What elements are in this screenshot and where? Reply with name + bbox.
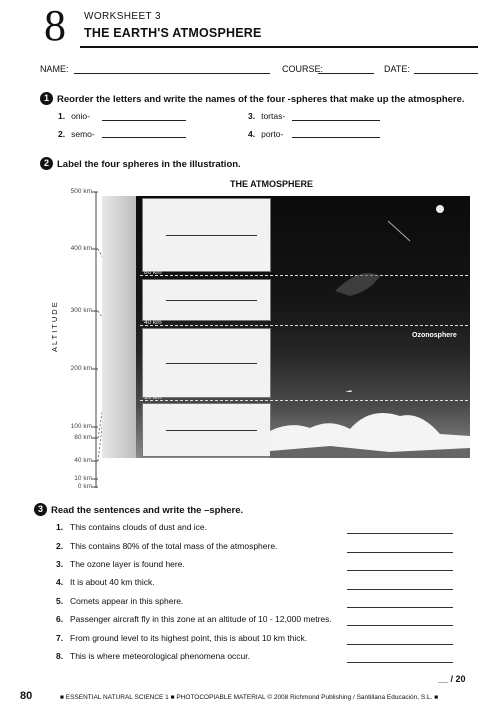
q1-item-number: 4. <box>248 129 256 139</box>
question-3-number: 3 <box>34 503 47 516</box>
q1-item-2 <box>58 129 95 139</box>
page-number: 80 <box>20 690 33 702</box>
q3-sentence-3 <box>56 559 185 569</box>
q1-item-text: onio- <box>71 111 90 121</box>
sentence-number: 5. <box>56 596 64 606</box>
q3-answer-5[interactable] <box>347 607 453 608</box>
label-box-1[interactable] <box>142 198 271 272</box>
header-rule <box>80 46 478 48</box>
tick-200: 200 km <box>70 365 92 372</box>
tick-100: 100 km <box>70 423 92 430</box>
q1-answer-1[interactable] <box>102 120 186 121</box>
sentence-number: 6. <box>56 614 64 624</box>
tick-40: 40 km <box>74 457 92 464</box>
label-box-4[interactable] <box>142 403 271 457</box>
boundary-label-40km: 40 km <box>144 319 162 326</box>
unit-number: 8 <box>44 1 66 50</box>
q1-item-number: 3. <box>248 111 256 121</box>
sentence-text: Comets appear in this sphere. <box>70 596 184 606</box>
q3-answer-3[interactable] <box>347 570 453 571</box>
q3-sentence-5 <box>56 596 183 606</box>
q1-answer-3[interactable] <box>292 120 380 121</box>
worksheet-title: THE EARTH'S ATMOSPHERE <box>84 26 262 40</box>
question-2-number: 2 <box>40 157 53 170</box>
sentence-text: This is where meteorological phenomena occur. <box>70 651 251 661</box>
q3-sentence-1 <box>56 522 207 532</box>
q3-answer-2[interactable] <box>347 552 453 553</box>
altitude-axis-label: ALTITUDE <box>50 300 59 352</box>
score: __ / 20 <box>438 674 466 684</box>
sentence-text: It is about 40 km thick. <box>70 577 155 587</box>
label-box-3[interactable] <box>142 328 271 398</box>
q3-sentence-2 <box>56 541 277 551</box>
q1-item-text: tortas- <box>261 111 286 121</box>
sentence-number: 4. <box>56 577 64 587</box>
q3-answer-8[interactable] <box>347 662 453 663</box>
question-1-instruction: Reorder the letters and write the names of the four -spheres that make up the atmosphere. <box>57 94 465 105</box>
q1-answer-2[interactable] <box>102 137 186 138</box>
aurora-icon <box>335 273 380 296</box>
sentence-text: From ground level to its highest point, this is about 10 km thick. <box>70 633 308 643</box>
q1-item-text: semo- <box>71 129 95 139</box>
question-3-instruction: Read the sentences and write the –sphere. <box>51 505 244 516</box>
tick-300: 300 km <box>70 307 92 314</box>
question-1-number: 1 <box>40 92 53 105</box>
q1-item-3 <box>248 111 285 121</box>
sentence-number: 2. <box>56 541 64 551</box>
q1-item-text: porto- <box>261 129 284 139</box>
q1-item-number: 1. <box>58 111 66 121</box>
course-label: COURSE: <box>282 64 324 74</box>
q3-sentence-8 <box>56 651 250 661</box>
sentence-number: 3. <box>56 559 64 569</box>
comet-icon <box>388 221 410 241</box>
tick-0: 0 km <box>77 483 92 490</box>
name-field[interactable] <box>74 73 270 74</box>
q3-answer-6[interactable] <box>347 625 453 626</box>
moon-icon <box>436 205 444 213</box>
sentence-text: The ozone layer is found here. <box>70 559 185 569</box>
q1-item-number: 2. <box>58 129 66 139</box>
q1-item-4 <box>248 129 283 139</box>
boundary-label-10km: 10 km <box>144 394 162 401</box>
aircraft-icon <box>345 390 352 392</box>
course-field[interactable] <box>318 73 374 74</box>
sentence-text: Passenger aircraft fly in this zone at an altitude of 10 - 12,000 metres. <box>70 614 332 624</box>
q3-answer-4[interactable] <box>347 589 453 590</box>
q1-item-1 <box>58 111 90 121</box>
sky-scenery <box>270 196 470 458</box>
tick-10: 10 km <box>74 475 92 482</box>
ozonosphere-label: Ozonosphere <box>412 332 457 339</box>
sentence-text: This contains clouds of dust and ice. <box>70 522 208 532</box>
q3-sentence-7 <box>56 633 307 643</box>
sentence-text: This contains 80% of the total mass of the atmosphere. <box>70 541 278 551</box>
q3-answer-7[interactable] <box>347 644 453 645</box>
name-label: NAME: <box>40 64 69 74</box>
date-label: DATE: <box>384 64 410 74</box>
boundary-label-80km: 80 km <box>144 269 162 276</box>
date-field[interactable] <box>414 73 478 74</box>
tick-80: 80 km <box>74 434 92 441</box>
worksheet-label: WORKSHEET 3 <box>84 11 162 22</box>
label-box-2[interactable] <box>142 279 271 321</box>
tick-500: 500 km <box>70 188 92 195</box>
q1-answer-4[interactable] <box>292 137 380 138</box>
footer-copyright: ■ ESSENTIAL NATURAL SCIENCE 1 ■ PHOTOCOPIABLE MATERIAL © 2008 Richmond Publishing / Santillana Educación, S.L. ■ <box>60 694 439 701</box>
sentence-number: 7. <box>56 633 64 643</box>
sentence-number: 8. <box>56 651 64 661</box>
q3-sentence-4 <box>56 577 155 587</box>
tick-400: 400 km <box>70 245 92 252</box>
q3-sentence-6 <box>56 614 332 624</box>
question-2-instruction: Label the four spheres in the illustration. <box>57 159 241 170</box>
q3-answer-1[interactable] <box>347 533 453 534</box>
illustration-side-gradient <box>102 196 136 458</box>
sentence-number: 1. <box>56 522 64 532</box>
illustration-title: THE ATMOSPHERE <box>230 179 314 189</box>
